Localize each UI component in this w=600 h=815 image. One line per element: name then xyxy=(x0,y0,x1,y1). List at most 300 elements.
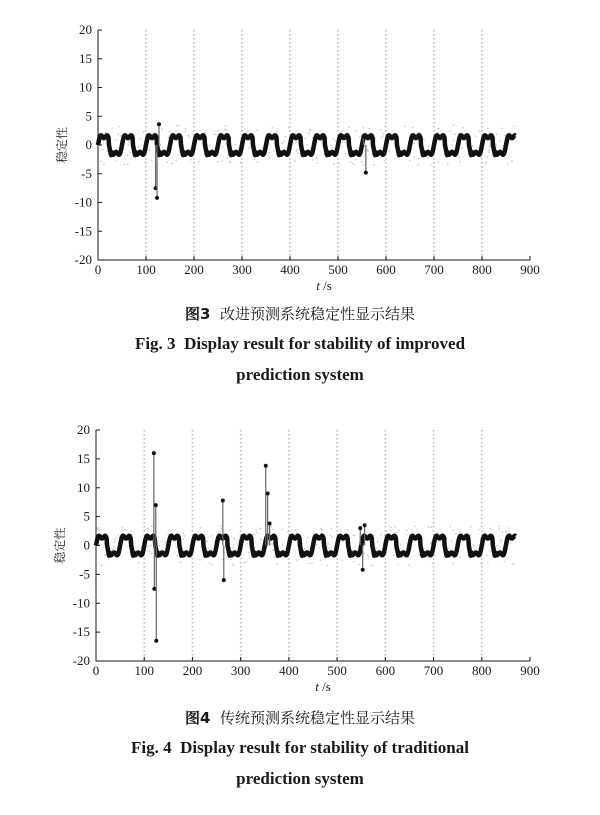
noise-point xyxy=(409,160,411,162)
x-tick-label: 700 xyxy=(423,663,444,678)
noise-point xyxy=(144,161,146,163)
spike-point xyxy=(363,523,367,527)
noise-point xyxy=(114,538,116,540)
noise-point xyxy=(406,534,408,536)
noise-point xyxy=(458,132,460,134)
noise-point xyxy=(373,535,375,537)
y-tick-label: -5 xyxy=(79,566,90,582)
noise-point xyxy=(480,157,482,159)
noise-point xyxy=(183,532,185,534)
spike-point xyxy=(268,522,272,526)
noise-point xyxy=(333,163,335,165)
noise-point xyxy=(115,160,117,162)
y-tick-label: 5 xyxy=(83,508,90,524)
noise-point xyxy=(220,525,222,527)
noise-point xyxy=(413,156,415,158)
noise-point xyxy=(406,530,408,532)
chart-3 xyxy=(0,0,600,300)
noise-point xyxy=(185,128,187,130)
noise-point xyxy=(151,160,153,162)
noise-point xyxy=(255,529,257,531)
noise-point xyxy=(350,161,352,163)
noise-point xyxy=(296,560,298,562)
noise-point xyxy=(508,527,510,529)
noise-point xyxy=(151,525,153,527)
caption-en-line2-4: prediction system xyxy=(236,769,364,788)
noise-point xyxy=(341,130,343,132)
noise-point xyxy=(510,543,512,545)
noise-point xyxy=(295,529,297,531)
noise-point xyxy=(342,141,344,143)
noise-point xyxy=(147,527,149,529)
noise-point xyxy=(408,564,410,566)
x-tick-label: 0 xyxy=(94,262,102,277)
noise-point xyxy=(366,150,368,152)
noise-point xyxy=(377,541,379,543)
noise-point xyxy=(500,540,502,542)
noise-point xyxy=(304,138,306,140)
noise-point xyxy=(288,127,290,129)
noise-point xyxy=(487,562,489,564)
noise-point xyxy=(472,145,474,147)
noise-point xyxy=(209,562,211,564)
noise-point xyxy=(432,563,434,565)
noise-point xyxy=(159,144,161,146)
noise-point xyxy=(240,162,242,164)
noise-point xyxy=(233,538,235,540)
noise-point xyxy=(358,563,360,565)
noise-point xyxy=(229,529,231,531)
noise-point xyxy=(513,563,515,565)
y-tick-label: 10 xyxy=(77,479,90,495)
noise-point xyxy=(273,150,275,152)
noise-point xyxy=(120,135,122,137)
noise-point xyxy=(307,144,309,146)
spike-point xyxy=(358,526,362,530)
noise-point xyxy=(113,546,115,548)
noise-point xyxy=(400,544,402,546)
noise-point xyxy=(362,127,364,129)
noise-point xyxy=(171,163,173,165)
x-tick-label: 500 xyxy=(328,262,348,277)
noise-point xyxy=(417,164,419,166)
noise-point xyxy=(178,124,180,126)
noise-point xyxy=(97,527,99,529)
caption-cn-text-4: 传统预测系统稳定性显示结果 xyxy=(219,709,415,727)
noise-point xyxy=(320,527,322,529)
y-tick-label: -20 xyxy=(72,653,90,668)
noise-point xyxy=(455,533,457,535)
figure-3 xyxy=(0,0,600,400)
noise-point xyxy=(478,131,480,133)
noise-point xyxy=(222,146,224,148)
noise-point xyxy=(130,152,132,154)
noise-point xyxy=(489,551,491,553)
noise-point xyxy=(310,130,312,132)
noise-point xyxy=(480,563,482,565)
noise-point xyxy=(369,128,371,130)
noise-point xyxy=(487,155,489,157)
noise-point xyxy=(271,155,273,157)
noise-point xyxy=(450,541,452,543)
noise-point xyxy=(199,559,201,561)
noise-point xyxy=(287,531,289,533)
x-tick-label: 500 xyxy=(327,663,347,678)
noise-point xyxy=(256,129,258,131)
figure-label-cn-4: 图4 xyxy=(185,709,211,727)
noise-point xyxy=(382,135,384,137)
noise-point xyxy=(274,556,276,558)
noise-point xyxy=(183,538,185,540)
noise-point xyxy=(331,147,333,149)
noise-point xyxy=(447,163,449,165)
noise-point xyxy=(496,545,498,547)
noise-point xyxy=(380,129,382,131)
caption-cn-4 xyxy=(0,707,600,728)
noise-point xyxy=(380,534,382,536)
noise-point xyxy=(344,142,346,144)
noise-point xyxy=(281,143,283,145)
noise-point xyxy=(180,562,182,564)
noise-point xyxy=(470,526,472,528)
noise-point xyxy=(167,137,169,139)
noise-point xyxy=(339,163,341,165)
noise-point xyxy=(306,542,308,544)
noise-point xyxy=(350,558,352,560)
noise-point xyxy=(122,527,124,529)
noise-point xyxy=(130,531,132,533)
caption-cn-3 xyxy=(0,303,600,324)
chart-4 xyxy=(0,400,600,700)
spike-point xyxy=(155,196,159,200)
noise-point xyxy=(289,563,291,565)
noise-point xyxy=(367,554,369,556)
noise-point xyxy=(140,138,142,140)
noise-point xyxy=(206,541,208,543)
noise-point xyxy=(352,162,354,164)
spike-point xyxy=(266,492,270,496)
noise-point xyxy=(397,157,399,159)
spike-point xyxy=(221,498,225,502)
x-tick-label: 300 xyxy=(230,663,251,678)
noise-point xyxy=(326,564,328,566)
spike-point xyxy=(154,503,158,507)
noise-point xyxy=(486,161,488,163)
noise-point xyxy=(224,129,226,131)
noise-point xyxy=(257,161,259,163)
spike-point xyxy=(157,122,161,126)
noise-point xyxy=(428,146,430,148)
noise-point xyxy=(248,147,250,149)
y-tick-label: 0 xyxy=(85,137,92,152)
noise-point xyxy=(505,532,507,534)
noise-point xyxy=(307,537,309,539)
x-tick-label: 700 xyxy=(424,262,444,277)
noise-point xyxy=(124,529,126,531)
noise-point xyxy=(511,160,513,162)
noise-point xyxy=(316,544,318,546)
noise-point xyxy=(259,528,261,530)
noise-point xyxy=(455,133,457,135)
noise-point xyxy=(418,131,420,133)
noise-point xyxy=(115,139,117,141)
noise-point xyxy=(461,147,463,149)
noise-point xyxy=(367,556,369,558)
caption-en-text1-3: Display result for stability of improved xyxy=(184,334,466,353)
noise-point xyxy=(384,535,386,537)
noise-point xyxy=(434,555,436,557)
y-axis-label: 稳定性 xyxy=(53,527,67,564)
noise-point xyxy=(382,132,384,134)
noise-point xyxy=(179,151,181,153)
noise-point xyxy=(149,550,151,552)
y-tick-label: 15 xyxy=(77,450,90,466)
noise-point xyxy=(431,526,433,528)
caption-en-line1-4 xyxy=(0,738,600,758)
noise-point xyxy=(438,162,440,164)
noise-point xyxy=(143,131,145,133)
noise-point xyxy=(304,548,306,550)
noise-point xyxy=(438,128,440,130)
noise-point xyxy=(175,160,177,162)
noise-point xyxy=(505,530,507,532)
y-tick-label: 20 xyxy=(77,422,90,437)
noise-point xyxy=(501,128,503,130)
noise-point xyxy=(313,532,315,534)
noise-point xyxy=(473,544,475,546)
noise-point xyxy=(101,565,103,567)
noise-point xyxy=(276,563,278,565)
noise-point xyxy=(271,526,273,528)
noise-point xyxy=(512,564,514,566)
x-tick-label: 900 xyxy=(520,262,540,277)
noise-point xyxy=(453,124,455,126)
noise-point xyxy=(487,128,489,130)
noise-point xyxy=(124,164,126,166)
noise-point xyxy=(167,161,169,163)
noise-point xyxy=(227,157,229,159)
noise-point xyxy=(462,127,464,129)
figure-label-en-3: Fig. 3 xyxy=(134,334,176,353)
y-tick-label: 20 xyxy=(79,22,92,37)
noise-point xyxy=(243,562,245,564)
noise-point xyxy=(161,128,163,130)
noise-point xyxy=(198,161,200,163)
noise-point xyxy=(333,138,335,140)
noise-point xyxy=(312,159,314,161)
x-tick-label: 200 xyxy=(184,262,204,277)
noise-point xyxy=(389,525,391,527)
noise-point xyxy=(375,546,377,548)
spike-point xyxy=(361,134,365,138)
noise-point xyxy=(484,156,486,158)
noise-point xyxy=(104,554,106,556)
noise-point xyxy=(268,154,270,156)
noise-point xyxy=(496,133,498,135)
noise-point xyxy=(272,549,274,551)
noise-point xyxy=(282,544,284,546)
spike-point xyxy=(361,568,365,572)
noise-point xyxy=(151,553,153,555)
noise-point xyxy=(103,164,105,166)
x-tick-label: 600 xyxy=(375,663,396,678)
noise-point xyxy=(430,164,432,166)
noise-point xyxy=(183,535,185,537)
noise-point xyxy=(384,125,386,127)
noise-point xyxy=(341,559,343,561)
y-tick-label: 5 xyxy=(85,108,92,124)
noise-point xyxy=(412,127,414,129)
noise-point xyxy=(118,126,120,128)
noise-point xyxy=(102,149,104,151)
noise-point xyxy=(248,552,250,554)
x-tick-label: 900 xyxy=(520,663,540,678)
noise-point xyxy=(296,532,298,534)
y-tick-label: -10 xyxy=(74,194,92,210)
noise-point xyxy=(200,527,202,529)
noise-point xyxy=(256,532,258,534)
y-tick-label: -5 xyxy=(81,165,92,181)
noise-point xyxy=(185,130,187,132)
noise-point xyxy=(211,535,213,537)
noise-point xyxy=(428,526,430,528)
noise-point xyxy=(363,552,365,554)
noise-point xyxy=(217,161,219,163)
noise-point xyxy=(391,526,393,528)
noise-point xyxy=(341,146,343,148)
noise-point xyxy=(158,545,160,547)
noise-point xyxy=(100,161,102,163)
noise-point xyxy=(198,532,200,534)
noise-point xyxy=(414,526,416,528)
noise-point xyxy=(308,132,310,134)
noise-point xyxy=(354,534,356,536)
figure-label-en-4: Fig. 4 xyxy=(131,738,172,757)
noise-point xyxy=(459,161,461,163)
y-tick-label: 0 xyxy=(83,537,90,553)
noise-point xyxy=(97,528,99,530)
noise-point xyxy=(260,538,262,540)
noise-point xyxy=(373,164,375,166)
caption-en-line1-3 xyxy=(0,334,600,354)
noise-point xyxy=(499,140,501,142)
caption-en-line2-3: prediction system xyxy=(236,365,364,384)
noise-point xyxy=(487,157,489,159)
noise-point xyxy=(327,543,329,545)
caption-cn-text-3: 改进预测系统稳定性显示结果 xyxy=(219,305,415,323)
noise-point xyxy=(297,149,299,151)
noise-point xyxy=(361,161,363,163)
spike-point xyxy=(154,639,158,643)
noise-point xyxy=(98,529,100,531)
noise-point xyxy=(177,154,179,156)
noise-point xyxy=(475,136,477,138)
noise-point xyxy=(330,528,332,530)
noise-point xyxy=(254,159,256,161)
noise-point xyxy=(191,159,193,161)
noise-point xyxy=(418,158,420,160)
noise-point xyxy=(393,554,395,556)
noise-point xyxy=(504,134,506,136)
noise-point xyxy=(507,163,509,165)
noise-point xyxy=(380,157,382,159)
noise-point xyxy=(226,129,228,131)
noise-point xyxy=(321,529,323,531)
noise-point xyxy=(111,127,113,129)
noise-point xyxy=(187,135,189,137)
noise-point xyxy=(253,534,255,536)
noise-point xyxy=(117,134,119,136)
noise-point xyxy=(283,141,285,143)
figure-label-cn-3: 图3 xyxy=(185,305,211,323)
noise-point xyxy=(229,161,231,163)
noise-point xyxy=(353,561,355,563)
noise-point xyxy=(271,544,273,546)
x-tick-label: 800 xyxy=(472,262,492,277)
noise-point xyxy=(114,541,116,543)
noise-point xyxy=(500,542,502,544)
noise-point xyxy=(437,532,439,534)
noise-point xyxy=(225,125,227,127)
noise-point xyxy=(317,162,319,164)
noise-point xyxy=(296,150,298,152)
noise-point xyxy=(340,530,342,532)
x-tick-label: 100 xyxy=(134,663,154,678)
noise-point xyxy=(459,531,461,533)
noise-point xyxy=(459,156,461,158)
noise-point xyxy=(459,557,461,559)
noise-point xyxy=(221,160,223,162)
noise-point xyxy=(235,144,237,146)
noise-point xyxy=(232,564,234,566)
x-axis-label: t /s xyxy=(316,278,332,293)
y-axis-label: 稳定性 xyxy=(55,126,69,164)
noise-point xyxy=(222,559,224,561)
y-tick-label: 15 xyxy=(79,50,92,66)
noise-point xyxy=(488,151,490,153)
noise-point xyxy=(352,535,354,537)
noise-point xyxy=(217,130,219,132)
noise-point xyxy=(117,534,119,536)
noise-point xyxy=(169,131,171,133)
noise-point xyxy=(104,132,106,134)
noise-point xyxy=(167,533,169,535)
noise-point xyxy=(478,529,480,531)
noise-point xyxy=(452,563,454,565)
noise-point xyxy=(384,160,386,162)
x-tick-label: 400 xyxy=(280,262,300,277)
noise-point xyxy=(204,132,206,134)
spike-point xyxy=(264,464,268,468)
spike-point xyxy=(222,578,226,582)
noise-point xyxy=(311,563,313,565)
noise-point xyxy=(499,526,501,528)
noise-point xyxy=(452,529,454,531)
noise-point xyxy=(490,528,492,530)
noise-point xyxy=(106,151,108,153)
noise-point xyxy=(404,126,406,128)
noise-point xyxy=(295,142,297,144)
y-tick-label: -15 xyxy=(74,223,92,239)
noise-point xyxy=(356,130,358,132)
noise-point xyxy=(318,547,320,549)
noise-point xyxy=(176,555,178,557)
noise-point xyxy=(150,545,152,547)
noise-point xyxy=(276,131,278,133)
noise-point xyxy=(289,131,291,133)
noise-point xyxy=(395,532,397,534)
x-tick-label: 300 xyxy=(232,262,252,277)
